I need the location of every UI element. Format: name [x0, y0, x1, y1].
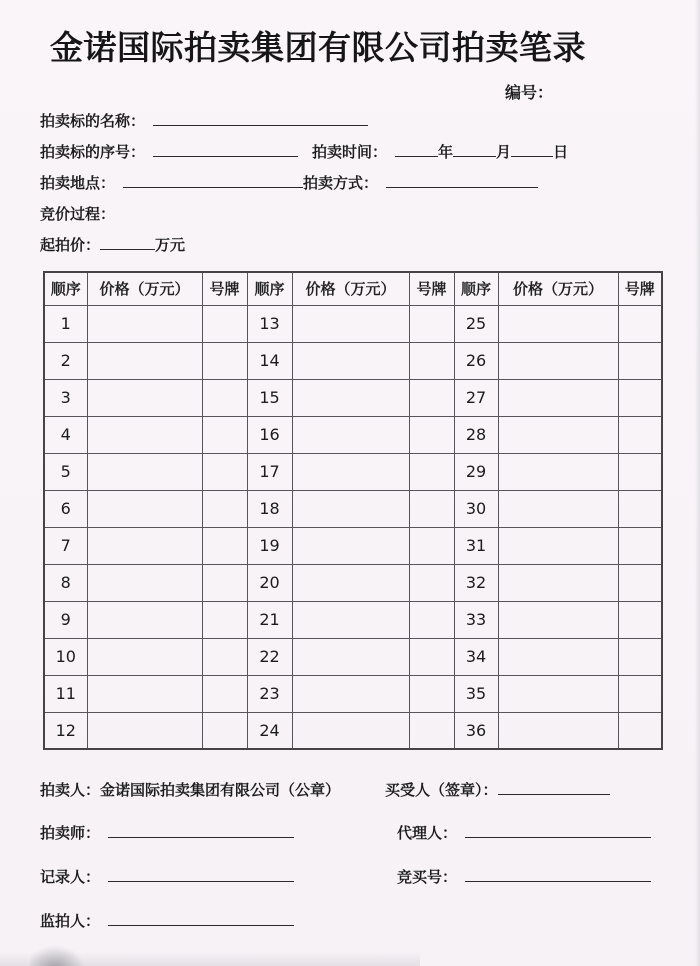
auctioneer-label: 拍卖人： [40, 781, 101, 799]
paddle-cell [202, 712, 247, 749]
method-blank [386, 175, 538, 188]
price-cell [292, 342, 409, 379]
header-price-1: 价格（万元） [87, 272, 202, 305]
document-title: 金诺国际拍卖集团有限公司拍卖笔录 [50, 28, 586, 67]
day-label: 日 [553, 143, 569, 161]
price-cell [292, 379, 409, 416]
seq-cell: 19 [247, 527, 292, 564]
paddle-cell [409, 453, 454, 490]
paddle-cell [409, 675, 454, 712]
paddle-cell [618, 564, 662, 601]
header-price-3: 价格（万元） [498, 272, 618, 305]
form-line-target-name [40, 110, 368, 131]
seq-cell: 25 [454, 305, 498, 342]
paddle-cell [409, 305, 454, 342]
price-cell [87, 638, 202, 675]
price-cell [87, 416, 202, 453]
paddle-cell [202, 490, 247, 527]
paddle-cell [202, 564, 247, 601]
table-row [44, 638, 662, 675]
header-seq-1: 顺序 [44, 272, 87, 305]
seq-cell: 27 [454, 379, 498, 416]
day-blank [511, 144, 553, 157]
price-cell [87, 601, 202, 638]
table-row [44, 564, 662, 601]
paddle-cell [202, 453, 247, 490]
paddle-cell [618, 638, 662, 675]
buyer-blank [498, 782, 610, 795]
price-cell [498, 305, 618, 342]
month-label: 月 [496, 143, 512, 161]
recorder-blank [108, 869, 294, 882]
price-cell [292, 638, 409, 675]
starting-price-unit: 万元 [155, 236, 186, 254]
header-paddle-1: 号牌 [202, 272, 247, 305]
location-blank [123, 175, 303, 188]
target-name-blank [153, 113, 368, 126]
table-row [44, 527, 662, 564]
starting-price-blank [100, 237, 155, 250]
seq-cell: 24 [247, 712, 292, 749]
price-cell [292, 712, 409, 749]
seq-cell: 10 [44, 638, 87, 675]
form-line-bidding-process [40, 203, 115, 224]
seq-cell: 29 [454, 453, 498, 490]
paddle-cell [409, 342, 454, 379]
price-cell [87, 675, 202, 712]
table-header-row [44, 272, 662, 305]
seq-cell: 16 [247, 416, 292, 453]
paddle-cell [409, 638, 454, 675]
seq-cell: 32 [454, 564, 498, 601]
paddle-cell [409, 564, 454, 601]
paddle-cell [618, 305, 662, 342]
target-name-label: 拍卖标的名称： [40, 112, 146, 130]
buyer-label: 买受人（签章）： [385, 781, 498, 799]
paddle-cell [202, 675, 247, 712]
form-line-location-method [40, 172, 538, 193]
seq-cell: 17 [247, 453, 292, 490]
seq-cell: 18 [247, 490, 292, 527]
recorder-line [40, 866, 294, 887]
header-seq-2: 顺序 [247, 272, 292, 305]
price-cell [292, 416, 409, 453]
paddle-cell [618, 342, 662, 379]
auction-master-label: 拍卖师： [40, 824, 101, 842]
price-cell [292, 675, 409, 712]
year-blank [395, 144, 438, 157]
price-cell [292, 601, 409, 638]
paddle-cell [202, 527, 247, 564]
seq-cell: 12 [44, 712, 87, 749]
paddle-cell [409, 416, 454, 453]
seq-cell: 5 [44, 453, 87, 490]
seq-cell: 14 [247, 342, 292, 379]
paddle-cell [618, 490, 662, 527]
price-cell [292, 305, 409, 342]
agent-label: 代理人： [397, 824, 458, 842]
seq-cell: 4 [44, 416, 87, 453]
auction-time-label: 拍卖时间： [312, 143, 388, 161]
paddle-cell [202, 379, 247, 416]
auctioneer-company: 金诺国际拍卖集团有限公司（公章） [100, 781, 341, 799]
target-serial-blank [153, 144, 298, 157]
price-cell [498, 564, 618, 601]
paddle-cell [202, 601, 247, 638]
form-line-serial-time [40, 141, 568, 162]
paddle-cell [618, 601, 662, 638]
price-cell [498, 527, 618, 564]
supervisor-blank [108, 913, 294, 926]
doc-number-label: 编号： [505, 83, 554, 102]
header-paddle-2: 号牌 [409, 272, 454, 305]
method-label: 拍卖方式： [303, 174, 379, 192]
price-cell [292, 490, 409, 527]
paddle-cell [618, 379, 662, 416]
seq-cell: 9 [44, 601, 87, 638]
header-seq-3: 顺序 [454, 272, 498, 305]
paddle-cell [409, 490, 454, 527]
price-cell [87, 342, 202, 379]
price-cell [292, 527, 409, 564]
table-row [44, 453, 662, 490]
table-row [44, 712, 662, 749]
location-label: 拍卖地点： [40, 174, 116, 192]
scan-right-edge [695, 0, 700, 966]
seq-cell: 11 [44, 675, 87, 712]
paddle-cell [202, 305, 247, 342]
bidder-number-label: 竞买号： [397, 868, 458, 886]
paddle-cell [618, 712, 662, 749]
header-paddle-3: 号牌 [618, 272, 662, 305]
paddle-cell [409, 527, 454, 564]
paddle-cell [409, 712, 454, 749]
price-cell [498, 490, 618, 527]
seq-cell: 3 [44, 379, 87, 416]
table-row [44, 379, 662, 416]
bidder-number-line [397, 866, 651, 887]
paddle-cell [618, 675, 662, 712]
price-cell [87, 305, 202, 342]
price-cell [87, 453, 202, 490]
price-cell [498, 342, 618, 379]
paddle-cell [618, 416, 662, 453]
table-row [44, 416, 662, 453]
bid-record-table [43, 271, 663, 750]
table-row [44, 490, 662, 527]
seq-cell: 13 [247, 305, 292, 342]
seq-cell: 15 [247, 379, 292, 416]
price-cell [498, 638, 618, 675]
bidding-process-label: 竞价过程： [40, 205, 116, 223]
paddle-cell [202, 638, 247, 675]
auction-master-blank [108, 825, 294, 838]
table-row [44, 305, 662, 342]
seq-cell: 23 [247, 675, 292, 712]
seq-cell: 6 [44, 490, 87, 527]
price-cell [498, 379, 618, 416]
price-cell [87, 379, 202, 416]
bidder-number-blank [465, 869, 651, 882]
seq-cell: 7 [44, 527, 87, 564]
price-cell [498, 416, 618, 453]
bid-table-body [44, 305, 662, 749]
seq-cell: 30 [454, 490, 498, 527]
recorder-label: 记录人： [40, 868, 101, 886]
price-cell [498, 712, 618, 749]
paddle-cell [618, 453, 662, 490]
price-cell [87, 527, 202, 564]
paddle-cell [618, 527, 662, 564]
table-row [44, 675, 662, 712]
price-cell [498, 601, 618, 638]
price-cell [87, 564, 202, 601]
month-blank [453, 144, 496, 157]
price-cell [292, 453, 409, 490]
supervisor-line [40, 910, 294, 931]
agent-blank [465, 825, 651, 838]
table-row [44, 342, 662, 379]
seq-cell: 31 [454, 527, 498, 564]
year-label: 年 [438, 143, 454, 161]
starting-price-label: 起拍价： [40, 236, 101, 254]
seq-cell: 8 [44, 564, 87, 601]
seq-cell: 22 [247, 638, 292, 675]
price-cell [87, 712, 202, 749]
header-price-2: 价格（万元） [292, 272, 409, 305]
auctioneer-line [40, 779, 340, 800]
buyer-line [385, 779, 610, 800]
supervisor-label: 监拍人： [40, 912, 101, 930]
seq-cell: 28 [454, 416, 498, 453]
form-line-starting-price [40, 234, 185, 255]
paddle-cell [202, 416, 247, 453]
seq-cell: 35 [454, 675, 498, 712]
price-cell [87, 490, 202, 527]
price-cell [292, 564, 409, 601]
seq-cell: 21 [247, 601, 292, 638]
seq-cell: 2 [44, 342, 87, 379]
seq-cell: 33 [454, 601, 498, 638]
seq-cell: 20 [247, 564, 292, 601]
scan-bottom-edge [0, 952, 420, 966]
table-row [44, 601, 662, 638]
paddle-cell [409, 379, 454, 416]
seq-cell: 34 [454, 638, 498, 675]
target-serial-label: 拍卖标的序号： [40, 143, 146, 161]
price-cell [498, 675, 618, 712]
seq-cell: 1 [44, 305, 87, 342]
paddle-cell [409, 601, 454, 638]
auction-master-line [40, 822, 294, 843]
seq-cell: 26 [454, 342, 498, 379]
paddle-cell [202, 342, 247, 379]
seq-cell: 36 [454, 712, 498, 749]
price-cell [498, 453, 618, 490]
agent-line [397, 822, 651, 843]
